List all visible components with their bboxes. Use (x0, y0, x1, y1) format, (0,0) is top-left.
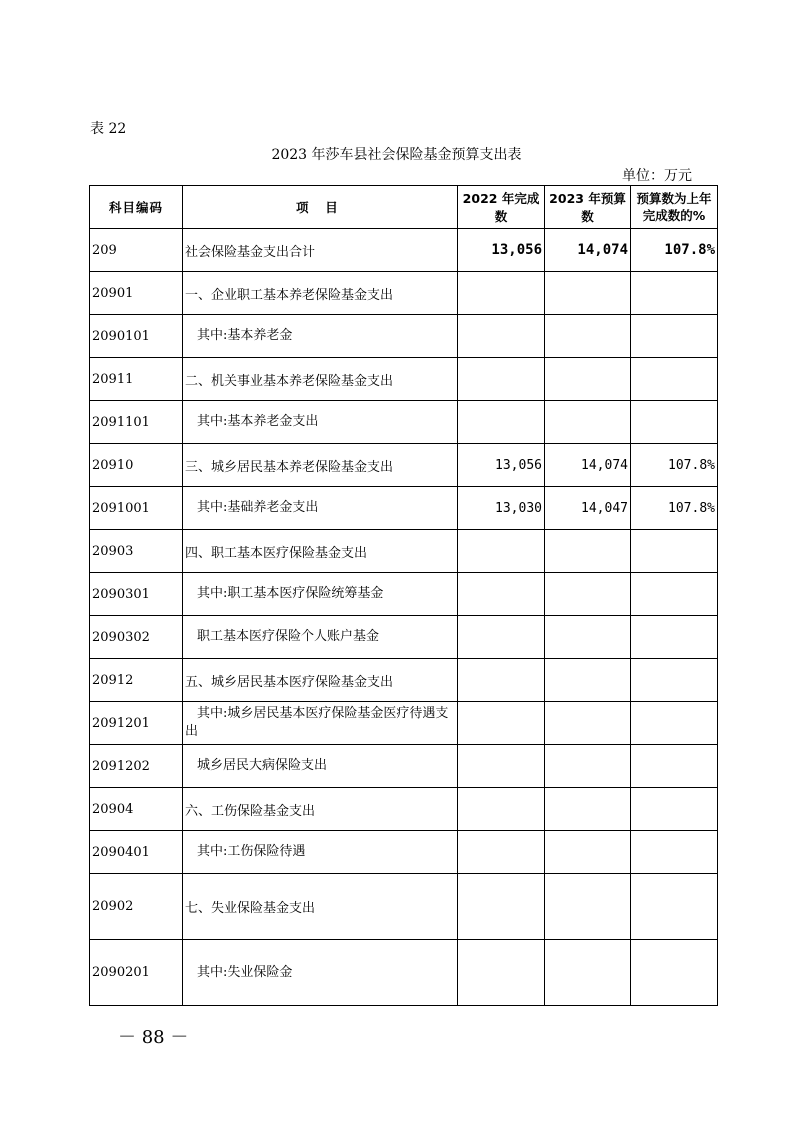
row-code: 2090302 (90, 616, 183, 659)
row-code: 20901 (90, 272, 183, 315)
row-ratio (631, 874, 718, 940)
row-2023 (545, 702, 631, 745)
row-ratio (631, 573, 718, 616)
table-row (90, 874, 718, 940)
row-ratio (631, 616, 718, 659)
table-label: 表 22 (90, 121, 127, 137)
table-row (90, 940, 718, 1006)
row-2022 (458, 874, 545, 940)
table-row (90, 573, 718, 616)
row-ratio: 107.8% (631, 444, 718, 487)
row-2023 (545, 315, 631, 358)
row-2022 (458, 401, 545, 444)
row-2022: 13,030 (458, 487, 545, 530)
row-2023: 14,047 (545, 487, 631, 530)
row-2022 (458, 788, 545, 831)
row-item: 其中:基础养老金支出 (183, 487, 458, 530)
row-code: 2090101 (90, 315, 183, 358)
row-item: 其中:城乡居民基本医疗保险基金医疗待遇支出 (183, 702, 458, 745)
row-item: 其中:职工基本医疗保险统筹基金 (183, 573, 458, 616)
row-item: 城乡居民大病保险支出 (183, 745, 458, 788)
row-2022: 13,056 (458, 444, 545, 487)
row-item: 社会保险基金支出合计 (183, 229, 458, 272)
row-ratio (631, 358, 718, 401)
row-item: 四、职工基本医疗保险基金支出 (183, 530, 458, 573)
row-item: 七、失业保险基金支出 (183, 874, 458, 940)
row-2022 (458, 530, 545, 573)
budget-table (89, 185, 718, 1006)
row-item: 其中:工伤保险待遇 (183, 831, 458, 874)
row-code: 2091202 (90, 745, 183, 788)
row-item: 二、机关事业基本养老保险基金支出 (183, 358, 458, 401)
table-row (90, 272, 718, 315)
row-2022 (458, 659, 545, 702)
row-2023 (545, 401, 631, 444)
row-code: 2091201 (90, 702, 183, 745)
table-row (90, 831, 718, 874)
page-number: － 88 － (118, 1027, 189, 1048)
row-2022 (458, 745, 545, 788)
row-2022: 13,056 (458, 229, 545, 272)
row-item: 一、企业职工基本养老保险基金支出 (183, 272, 458, 315)
row-code: 20902 (90, 874, 183, 940)
row-code: 2090201 (90, 940, 183, 1006)
row-code: 20904 (90, 788, 183, 831)
header-code: 科目编码 (90, 186, 183, 229)
row-item: 五、城乡居民基本医疗保险基金支出 (183, 659, 458, 702)
row-code: 2090301 (90, 573, 183, 616)
row-code: 2091001 (90, 487, 183, 530)
row-code: 2090401 (90, 831, 183, 874)
row-2023 (545, 788, 631, 831)
row-2023 (545, 874, 631, 940)
row-ratio (631, 401, 718, 444)
row-2023: 14,074 (545, 444, 631, 487)
row-item: 职工基本医疗保险个人账户基金 (183, 616, 458, 659)
row-2023 (545, 530, 631, 573)
table-row (90, 530, 718, 573)
row-2023 (545, 358, 631, 401)
row-2022 (458, 616, 545, 659)
row-item: 三、城乡居民基本养老保险基金支出 (183, 444, 458, 487)
row-2022 (458, 358, 545, 401)
row-2023: 14,074 (545, 229, 631, 272)
row-ratio (631, 702, 718, 745)
header-2022: 2022 年完成数 (458, 186, 545, 229)
table-row (90, 401, 718, 444)
row-item: 其中:基本养老金 (183, 315, 458, 358)
row-2022 (458, 702, 545, 745)
row-ratio: 107.8% (631, 229, 718, 272)
row-item: 六、工伤保险基金支出 (183, 788, 458, 831)
table-row (90, 616, 718, 659)
row-code: 2091101 (90, 401, 183, 444)
row-code: 20903 (90, 530, 183, 573)
table-row (90, 229, 718, 272)
row-ratio (631, 940, 718, 1006)
table-row (90, 358, 718, 401)
header-ratio: 预算数为上年完成数的% (631, 186, 718, 229)
row-2022 (458, 272, 545, 315)
row-2022 (458, 573, 545, 616)
row-ratio (631, 788, 718, 831)
row-ratio (631, 530, 718, 573)
row-code: 20910 (90, 444, 183, 487)
table-row (90, 315, 718, 358)
row-2023 (545, 831, 631, 874)
row-2023 (545, 940, 631, 1006)
row-ratio (631, 315, 718, 358)
row-2023 (545, 745, 631, 788)
table-row (90, 444, 718, 487)
row-ratio (631, 659, 718, 702)
table-row (90, 487, 718, 530)
row-ratio: 107.8% (631, 487, 718, 530)
table-header-row (90, 186, 718, 229)
row-item: 其中:基本养老金支出 (183, 401, 458, 444)
row-2022 (458, 315, 545, 358)
row-2023 (545, 573, 631, 616)
unit-label: 单位：万元 (622, 168, 692, 184)
table-row (90, 659, 718, 702)
header-item: 项 目 (183, 186, 458, 229)
row-2022 (458, 940, 545, 1006)
row-ratio (631, 272, 718, 315)
table-row (90, 788, 718, 831)
table-row (90, 745, 718, 788)
table-row (90, 702, 718, 745)
row-ratio (631, 745, 718, 788)
row-ratio (631, 831, 718, 874)
row-code: 209 (90, 229, 183, 272)
table-title: 2023 年莎车县社会保险基金预算支出表 (271, 147, 522, 163)
row-2023 (545, 272, 631, 315)
header-2023: 2023 年预算数 (545, 186, 631, 229)
row-2023 (545, 659, 631, 702)
row-code: 20912 (90, 659, 183, 702)
row-item: 其中:失业保险金 (183, 940, 458, 1006)
row-2022 (458, 831, 545, 874)
row-2023 (545, 616, 631, 659)
row-code: 20911 (90, 358, 183, 401)
